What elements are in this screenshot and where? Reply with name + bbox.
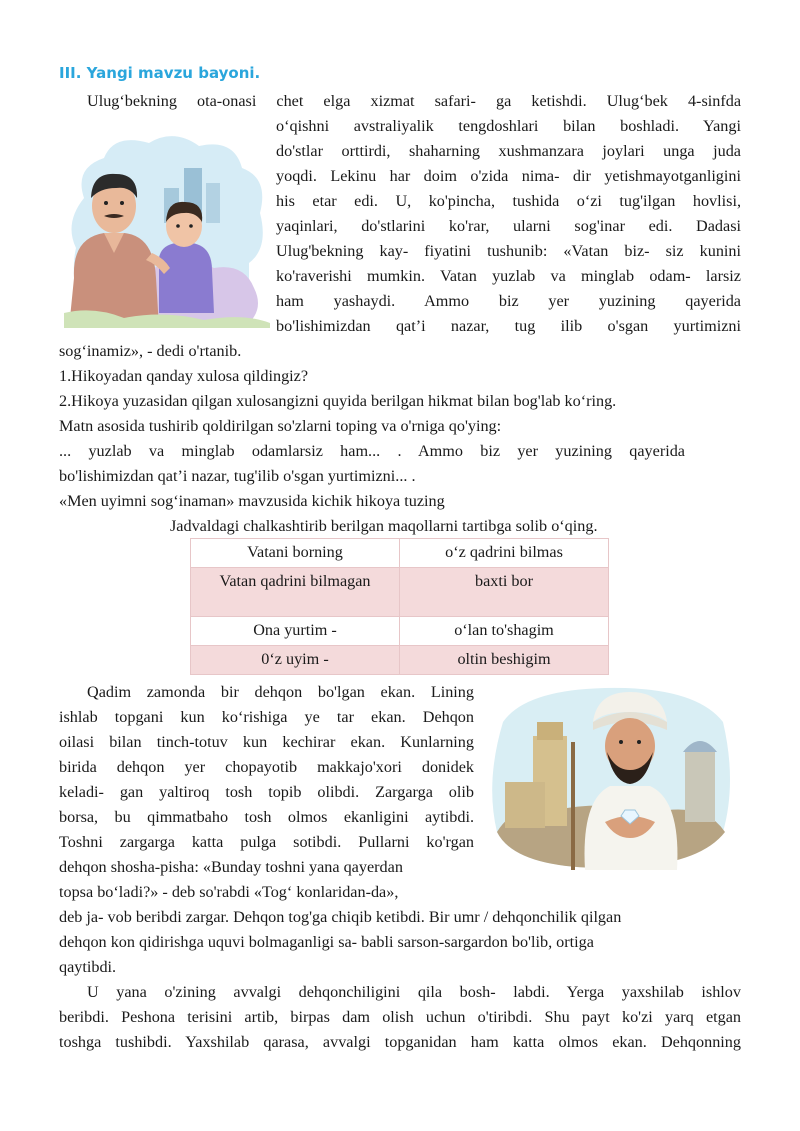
section-title: III. Yangi mavzu bayoni. [59, 64, 261, 82]
table-cell: o‘lan to'shagim [400, 617, 609, 646]
story1-line: ham yashaydi. Ammo biz yer yuzining qayerida [276, 292, 741, 310]
table-cell: oltin beshigim [400, 646, 609, 675]
proverbs-table [190, 538, 609, 675]
story2-line: Qadim zamonda bir dehqon bo'lgan ekan. Lining [87, 683, 474, 701]
table-row [191, 568, 609, 617]
story2-line: Toshni zargarga katta pulga sotibdi. Pullarni ko'rgan [59, 833, 474, 851]
story2-line: oilasi bilan tinch-totuv kun kechirar ekan. Kunlarning [59, 733, 474, 751]
story1-line: yoqdi. Lekinu har doim o'zida nima- dir yetishmayotganligini [276, 167, 741, 185]
table-cell: baxti bor [400, 568, 609, 617]
fill-in-text-line: ... yuzlab va minglab odamlarsiz ham... . Ammo biz yer yuzining qayerida [59, 442, 685, 460]
task-1: 1.Hikoyadan qanday xulosa qildingiz? [59, 367, 309, 385]
table-row [191, 617, 609, 646]
father-son-illustration [64, 128, 270, 328]
fill-in-text-line: bo'lishimizdan qat’i nazar, tug'ilib o'sgan yurtimizni... . [59, 467, 416, 485]
story2-line: qaytibdi. [59, 958, 117, 976]
story2-line: dehqon kon qidirishga uquvi bolmaganligi sa- babli sarson-sargardon bo'lib, ortiga [59, 933, 594, 951]
task-3: Matn asosida tushirib qoldirilgan so'zlarni toping va o'rniga qo'ying: [59, 417, 502, 435]
story2-line: keladi- gan yaltiroq tosh topib olibdi. Zargarga olib [59, 783, 474, 801]
story1-line: his etar edi. U, ko'pincha, tushida o‘zi tug'ilgan hovlisi, [276, 192, 741, 210]
table-cell: 0‘z uyim - [191, 646, 400, 675]
story3-line: toshga tushibdi. Yaxshilab qarasa, avvalgi topganidan ham katta olmos ekan. Dehqonning [59, 1033, 741, 1051]
table-cell: Vatani borning [191, 539, 400, 568]
task-2: 2.Hikoya yuzasidan qilgan xulosangizni quyida berilgan hikmat bilan bog'lab ko‘ring. [59, 392, 617, 410]
story2-line: borsa, bu qimmatbaho tosh olmos ekanligini aytibdi. [59, 808, 474, 826]
task-4: «Men uyimni sog‘inaman» mavzusida kichik hikoya tuzing [59, 492, 445, 510]
story1-line: Ulug'bekning kay- fiyatini tushunib: «Vatan biz- siz kunini [276, 242, 741, 260]
story1-line: yaqinlari, do'stlarini ko'rar, ularni sog'inar edi. Dadasi [276, 217, 741, 235]
farmer-illustration [485, 682, 735, 870]
story3-line: beribdi. Peshona terisini artib, birpas dam olish uchun o'tiribdi. Shu payt ko'zi yarq etgan [59, 1008, 741, 1026]
table-instruction: Jadvaldagi chalkashtirib berilgan maqollarni tartibga solib o‘qing. [170, 517, 598, 535]
story1-line: ko'raverishi mumkin. Vatan yuzlab va minglab odam- larsiz [276, 267, 741, 285]
story2-line: ishlab topgani kun ko‘rishiga ye tar ekan. Dehqon [59, 708, 474, 726]
story1-line: do'stlar orttirdi, shaharning xushmanzara joylari unga juda [276, 142, 741, 160]
table-row [191, 539, 609, 568]
story3-line: U yana o'zining avvalgi dehqonchiligini qila bosh- labdi. Yerga yaxshilab ishlov [87, 983, 741, 1001]
story2-line: birida dehqon yer chopayotib makkajo'xori donidek [59, 758, 474, 776]
story1-line: Ulug‘bekning ota-onasi chet elga xizmat safari- ga ketishdi. Ulug‘bek 4-sinfda [87, 92, 741, 110]
story2-line: deb ja- vob beribdi zargar. Dehqon tog'ga chiqib ketibdi. Bir umr / dehqonchilik qilgan [59, 908, 622, 926]
table-cell: o‘z qadrini bilmas [400, 539, 609, 568]
story1-line: sog‘inamiz», - dedi o'rtanib. [59, 342, 242, 360]
table-cell: Vatan qadrini bilmagan [191, 568, 400, 617]
story1-line: o‘qishni avstraliyalik tengdoshlari bilan boshladi. Yangi [276, 117, 741, 135]
table-row [191, 646, 609, 675]
story2-line: dehqon shosha-pisha: «Bunday toshni yana qayerdan [59, 858, 403, 876]
table-cell: Ona yurtim - [191, 617, 400, 646]
story2-line: topsa bo‘ladi?» - deb so'rabdi «Tog‘ konlaridan-da», [59, 883, 399, 901]
story1-line: bo'lishimizdan qat’i nazar, tug ilib o'sgan yurtimizni [276, 317, 741, 335]
